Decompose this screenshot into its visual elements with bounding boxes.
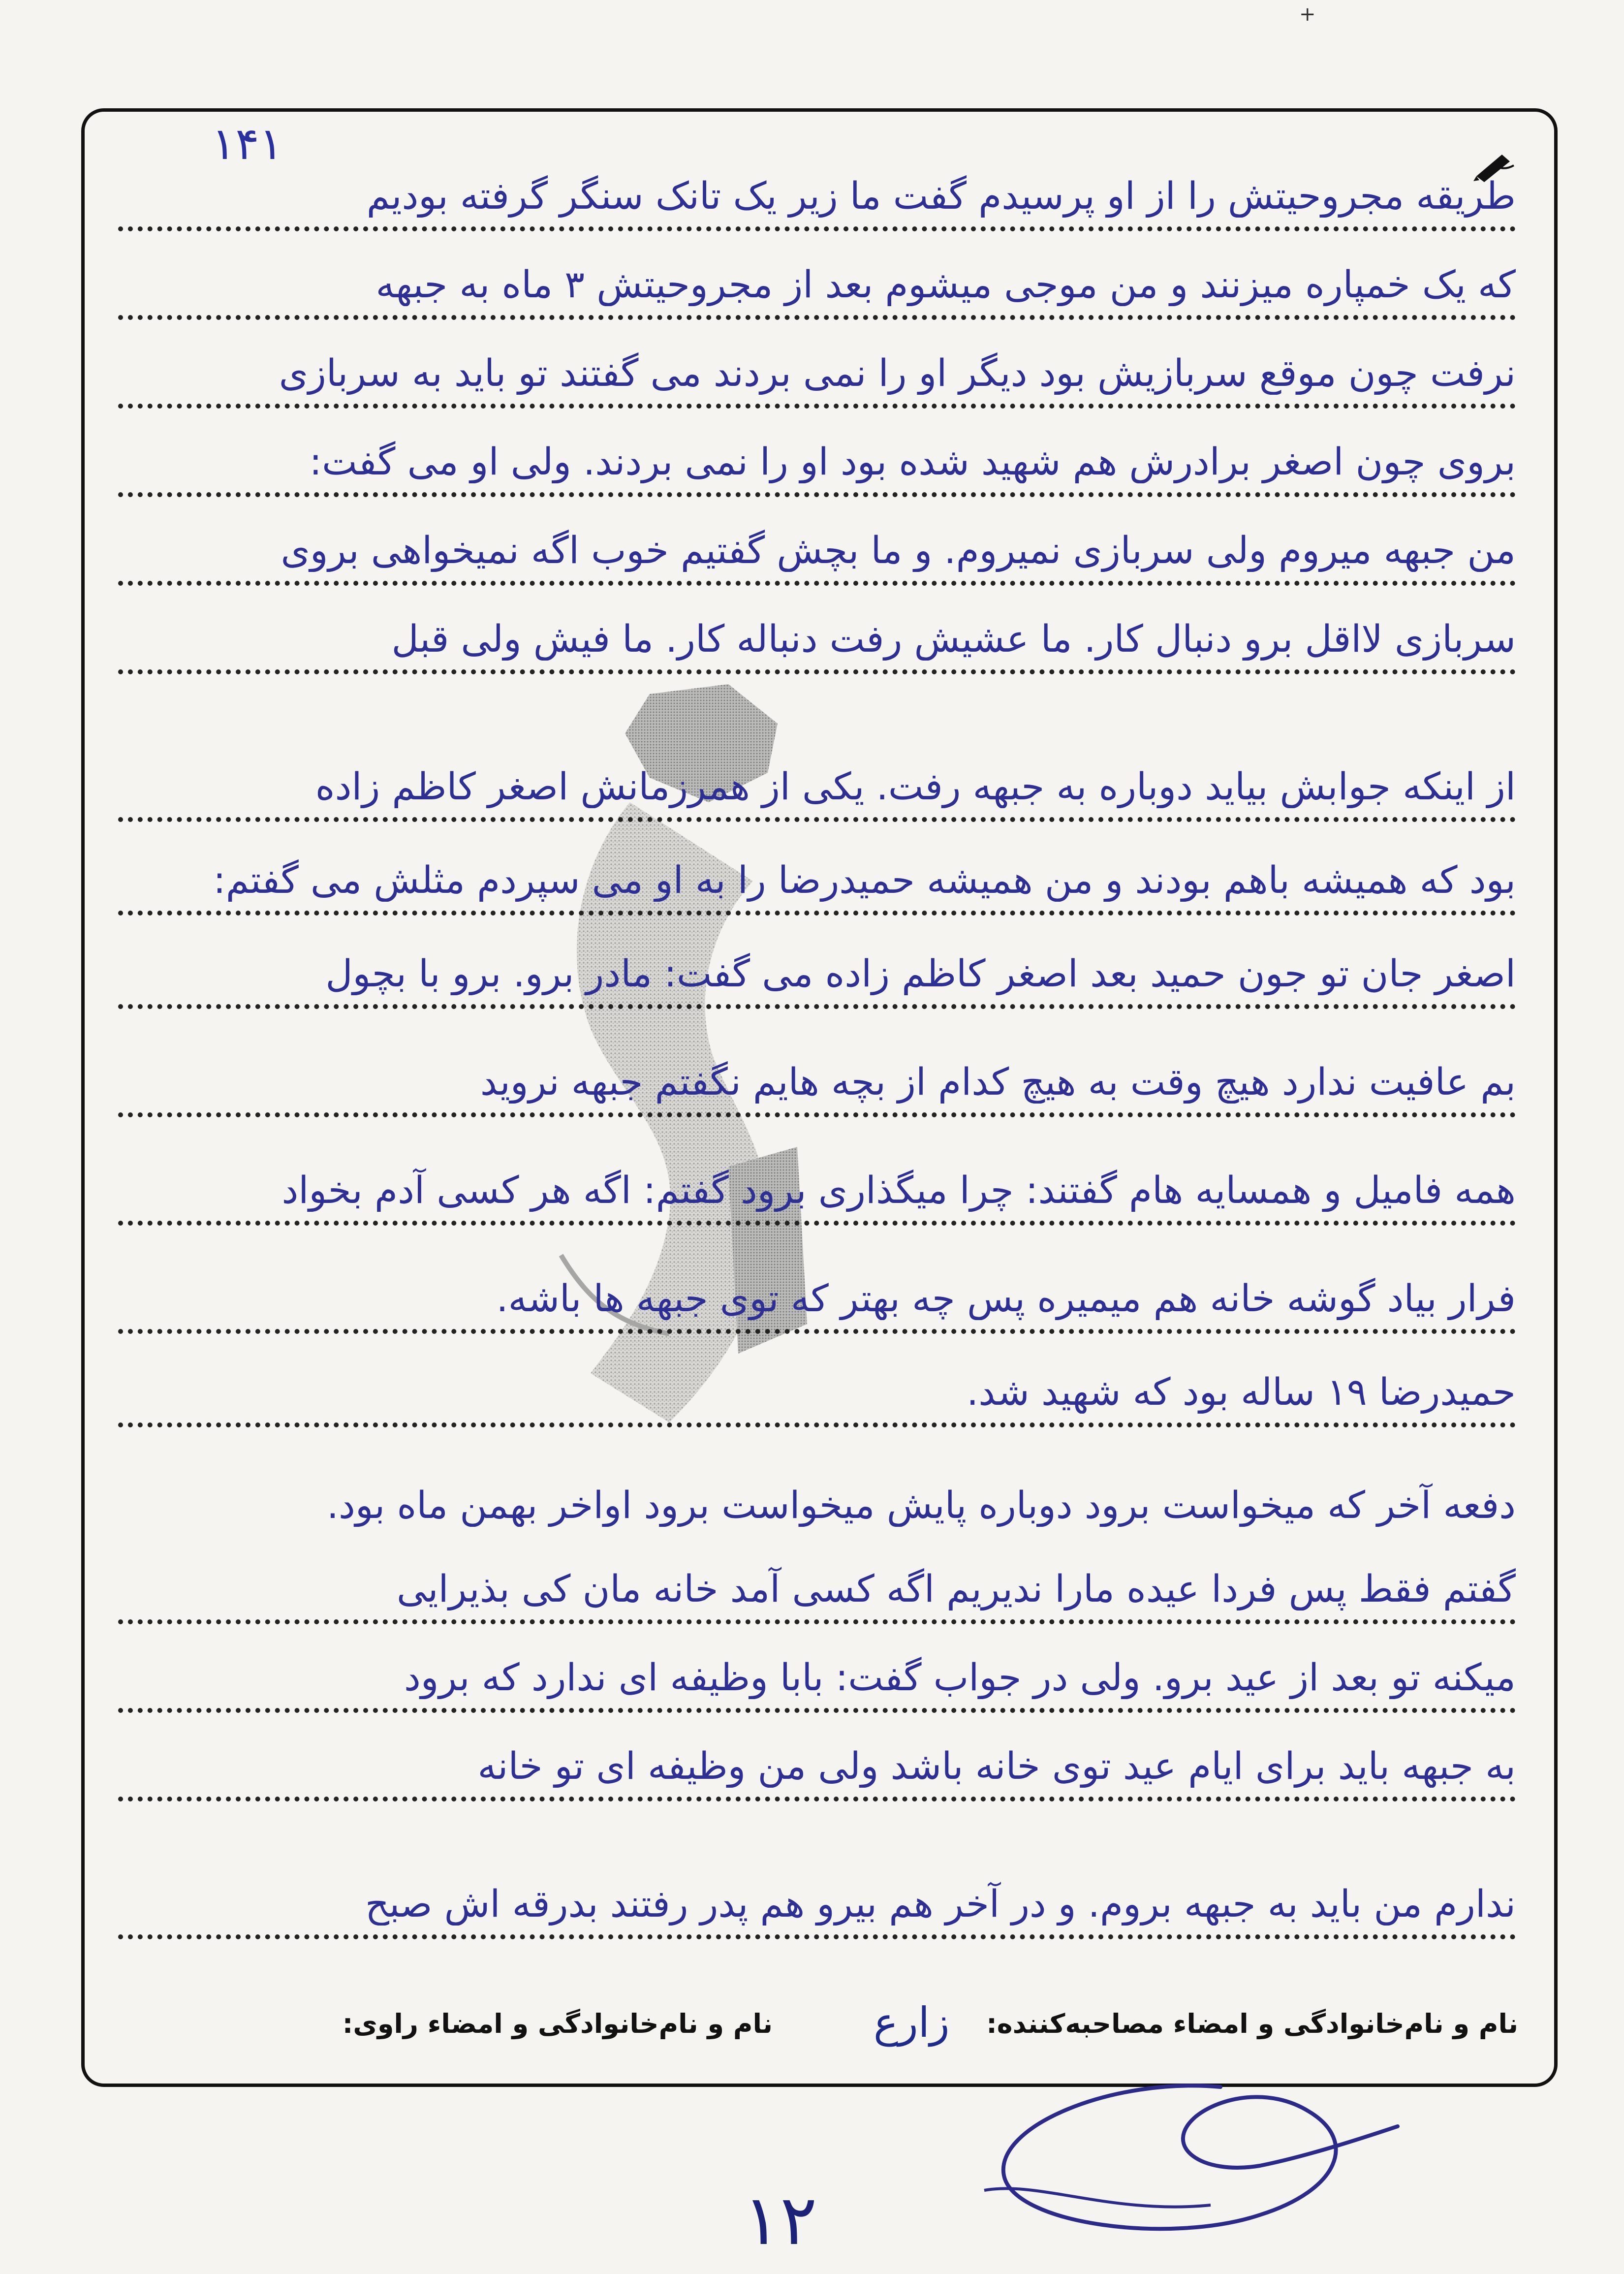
text-line-14 [30,1452,1516,1536]
text-line-16 [118,1629,1516,1713]
text-line-11-content: همه فامیل و همسایه هام گفتند: چرا میگذاری برود گفتم: اگه هر کسی آدم بخواد [281,1168,1516,1212]
signature-scribble [965,2067,1407,2259]
page-number-top: ۱۴۱ [212,118,283,170]
text-line-3 [118,325,1516,409]
page-number-bottom: ۱۲ [743,2180,817,2261]
text-line-7 [118,738,1516,822]
narrator-label: نام و نام‌خانوادگی و امضاء راوی: [342,2008,773,2039]
text-line-12-content: فرار بیاد گوشه خانه هم میمیره پس چه بهتر که توی جبهه ها باشه. [496,1276,1516,1320]
text-line-14-content: دفعه آخر که میخواست برود دوباره پایش میخواست برود اواخر بهمن ماه بود. [326,1483,1516,1527]
text-line-18-content: ندارم من باید به جبهه بروم. و در آخر هم بیرو هم پدر رفتند بدرقه اش صبح [365,1882,1516,1926]
text-line-15-content: گفتم فقط پس فردا عیده مارا ندیریم اگه کسی آمد خانه مان کی بذیرایی [397,1567,1516,1611]
text-line-5 [118,502,1516,586]
text-line-9 [118,925,1516,1009]
top-mark: + [1299,3,1316,26]
text-line-1-content: طریقه مجروحیتش را از او پرسیدم گفت ما زیر یک تانک سنگر گرفته بودیم [366,174,1516,218]
text-line-12 [118,1250,1516,1334]
text-line-6 [118,591,1516,674]
text-line-15 [118,1541,1516,1624]
text-line-17 [118,1718,1516,1801]
text-line-9-content: اصغر جان تو جون حمید بعد اصغر کاظم زاده می گفت: مادر برو. برو با بچول [325,951,1516,995]
text-line-4-content: بروی چون اصغر برادرش هم شهید شده بود او را نمی بردند. ولی او می گفت: [309,440,1516,483]
text-line-5-content: من جبهه میروم ولی سربازی نمیروم. و ما بچش گفتیم خوب اگه نمیخواهی بروی [281,528,1516,572]
text-line-13 [118,1344,1516,1427]
text-line-10-content: بم عافیت ندارد هیچ وقت به هیچ کدام از بچه هایم نگفتم جبهه نروید [480,1060,1516,1104]
text-line-11 [118,1142,1516,1226]
text-line-2 [118,236,1516,320]
text-line-17-content: به جبهه باید برای ایام عید توی خانه باشد ولی من وظیفه ای تو خانه [477,1744,1516,1788]
text-line-18 [118,1856,1516,1939]
text-line-8-content: بود که همیشه باهم بودند و من همیشه حمیدرضا را به او می سپردم مثلش می گفتم: [213,858,1516,902]
text-line-3-content: نرفت چون موقع سربازیش بود دیگر او را نمی بردند می گفتند تو باید به سربازی [279,351,1516,395]
text-line-2-content: که یک خمپاره میزنند و من موجی میشوم بعد از مجروحیتش ۳ ماه به جبهه [375,262,1516,306]
text-line-10 [118,1034,1516,1117]
interviewer-signature: زارع [874,1998,950,2047]
interviewer-label: نام و نام‌خانوادگی و امضاء مصاحبه‌کننده: [986,2008,1518,2039]
text-line-1 [118,148,1516,231]
text-line-13-content: حمیدرضا ۱۹ ساله بود که شهید شد. [967,1370,1516,1414]
text-line-7-content: از اینکه جوابش بیاید دوباره به جبهه رفت. یکی از همرزمانش اصغر کاظم زاده [315,764,1516,808]
text-line-8 [118,832,1516,916]
text-line-16-content: میکنه تو بعد از عید برو. ولی در جواب گفت: بابا وظیفه ای ندارد که برود [404,1655,1516,1699]
text-line-4 [118,413,1516,497]
text-line-6-content: سربازی لااقل برو دنبال کار. ما عشیش رفت دنباله کار. ما فیش ولی قبل [391,617,1516,661]
